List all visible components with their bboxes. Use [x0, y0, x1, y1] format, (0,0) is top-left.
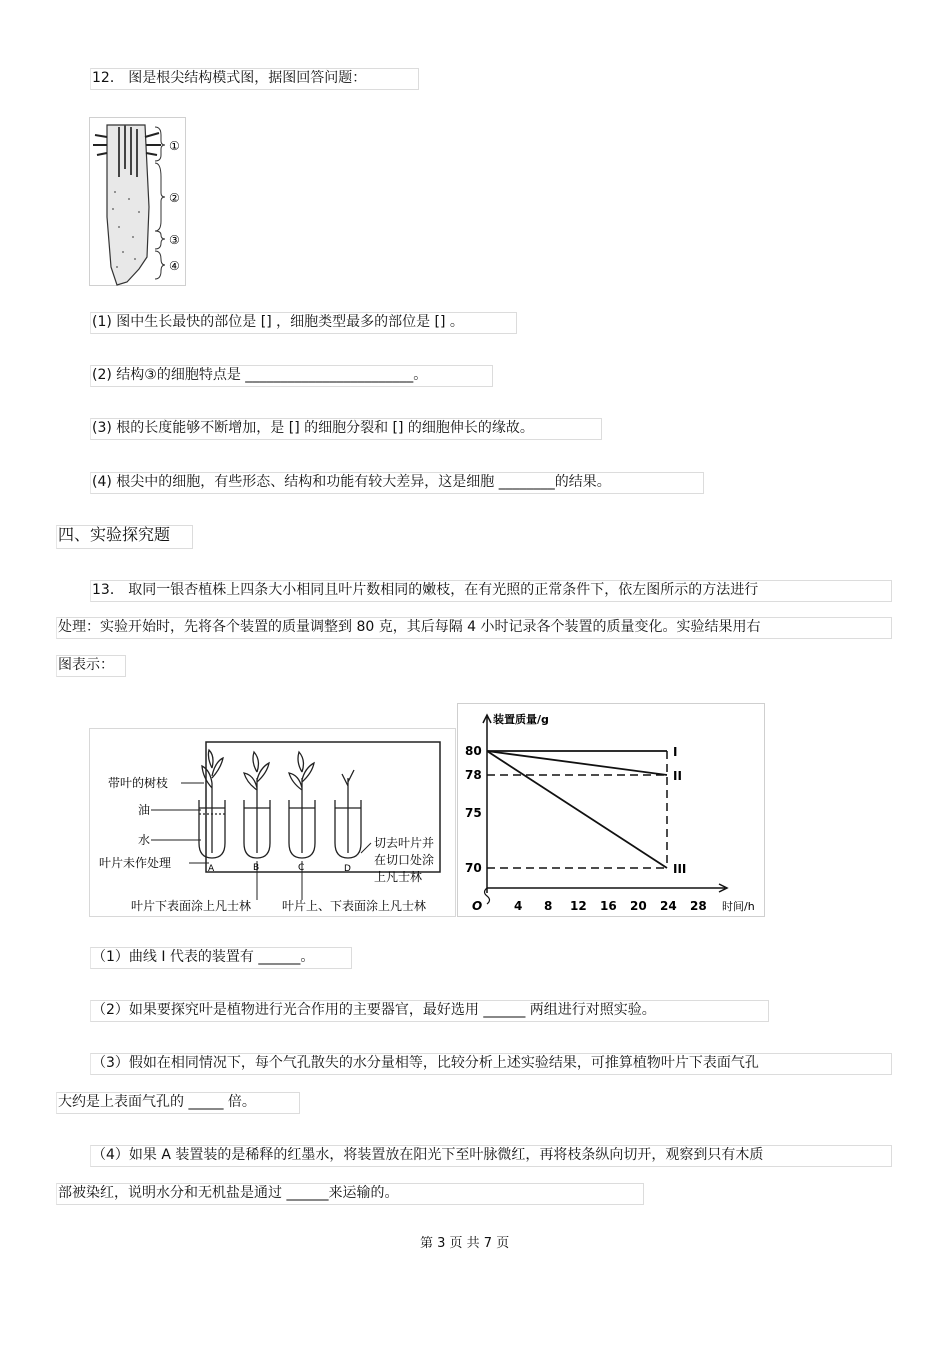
- section-heading: 四、实验探究题: [58, 525, 171, 544]
- page-footer: 第 3 页 共 7 页: [420, 1236, 510, 1251]
- root-tip-diagram: [89, 117, 187, 287]
- tube-label-c: C: [298, 863, 305, 873]
- tube-label-a: A: [208, 864, 215, 874]
- series-label-I: I: [673, 745, 678, 759]
- y-tick-78: 78: [465, 768, 482, 782]
- root-hairs-right: [145, 133, 161, 155]
- q13-sub4-line1: （4）如果 A 装置装的是稀释的红墨水，将装置放在阳光下至叶脉微红，再将枝条纵向切开，观察到只有木质: [92, 1147, 764, 1163]
- series-line-II: [487, 751, 667, 775]
- y-tick-80: 80: [465, 744, 482, 758]
- q12-sub1: (1) 图中生长最快的部位是 [] ，细胞类型最多的部位是 [] 。: [92, 314, 464, 330]
- x-tick-8: 8: [544, 899, 553, 913]
- mass-change-chart: [457, 703, 766, 918]
- series-line-III: [487, 751, 667, 868]
- origin-label: O: [472, 899, 483, 913]
- label-d-line2: 在切口处涂: [374, 853, 435, 867]
- label-untreated: 叶片未作处理: [99, 856, 172, 870]
- tube-b: [244, 752, 270, 858]
- y-axis-label: 装置质量/g: [493, 713, 549, 726]
- tube-d: [335, 770, 361, 858]
- x-tick-16: 16: [600, 899, 617, 913]
- caption-tube-c: 叶片上、下表面涂上凡士林: [282, 899, 427, 913]
- brace-2: [155, 163, 165, 231]
- experiment-setup-figure: [89, 728, 457, 918]
- label-branch: 带叶的树枝: [108, 776, 169, 790]
- q12-title: 12． 图是根尖结构模式图，据图回答问题：: [92, 70, 367, 86]
- tube-label-d: D: [344, 864, 351, 874]
- q13-stem-line2: 处理：实验开始时，先将各个装置的质量调整到 80 克，其后每隔 4 小时记录各个装置的质量变化。实验结果用右: [58, 619, 761, 635]
- x-tick-4: 4: [514, 899, 523, 913]
- y-tick-70: 70: [465, 861, 482, 875]
- q13-sub4-line2: 部被染红，说明水分和无机盐是通过 ______来运输的。: [58, 1185, 399, 1201]
- tube-label-b: B: [253, 863, 260, 873]
- q12-sub2: (2) 结构③的细胞特点是 ________________________。: [92, 367, 428, 383]
- label-4: ④: [169, 259, 180, 273]
- tube-c: [289, 752, 315, 858]
- leader-lines: [151, 783, 371, 900]
- x-tick-28: 28: [690, 899, 707, 913]
- q13-sub3-line1: （3）假如在相同情况下，每个气孔散失的水分量相等，比较分析上述实验结果，可推算植物叶片下表面气孔: [92, 1055, 759, 1071]
- q13-stem-line3: 图表示：: [58, 657, 114, 673]
- q13-sub2: （2）如果要探究叶是植物进行光合作用的主要器官，最好选用 ______ 两组进行对照实验。: [92, 1002, 656, 1018]
- label-d-line3: 上凡士林: [374, 870, 423, 884]
- q13-stem-line1: 13． 取同一银杏植株上四条大小相同且叶片数相同的嫩枝，在有光照的正常条件下，依左图所示的方法进行: [92, 582, 759, 598]
- y-tick-75: 75: [465, 806, 482, 820]
- series-label-II: II: [673, 769, 682, 783]
- root-hairs-left: [93, 135, 107, 155]
- x-axis-label: 时间/h: [722, 900, 755, 913]
- brace-4: [155, 251, 165, 279]
- brace-3: [155, 231, 165, 249]
- label-d-line1: 切去叶片并: [374, 836, 435, 850]
- label-2: ②: [169, 191, 180, 205]
- label-1: ①: [169, 139, 180, 153]
- x-tick-20: 20: [630, 899, 647, 913]
- series-label-III: III: [673, 862, 687, 876]
- label-water: 水: [138, 833, 151, 847]
- x-tick-24: 24: [660, 899, 677, 913]
- q12-sub4: (4) 根尖中的细胞，有些形态、结构和功能有较大差异，这是细胞 ________的结果。: [92, 474, 611, 490]
- chart-frame: [458, 704, 765, 917]
- figure-frame: [90, 729, 456, 917]
- q13-sub3-line2: 大约是上表面气孔的 _____ 倍。: [58, 1094, 256, 1110]
- label-oil: 油: [138, 803, 151, 817]
- x-tick-12: 12: [570, 899, 587, 913]
- tube-a: [199, 750, 225, 858]
- label-3: ③: [169, 233, 180, 247]
- q12-sub3: (3) 根的长度能够不断增加，是 [] 的细胞分裂和 [] 的细胞伸长的缘故。: [92, 420, 534, 436]
- q13-sub1: （1）曲线 I 代表的装置有 ______。: [92, 949, 315, 965]
- root-tip-body: [107, 125, 149, 285]
- caption-tube-b: 叶片下表面涂上凡士林: [131, 899, 252, 913]
